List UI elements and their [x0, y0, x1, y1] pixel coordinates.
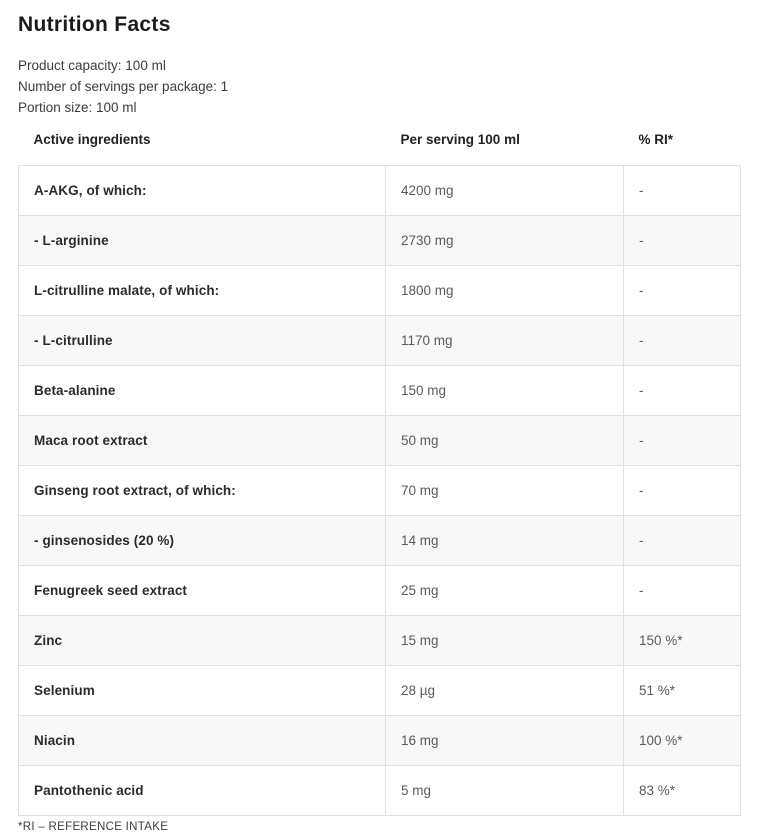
per-serving-cell: 5 mg: [386, 766, 624, 816]
ri-cell: -: [624, 216, 741, 266]
table-row: [19, 666, 741, 716]
table-row: [19, 616, 741, 666]
ingredient-cell: Selenium: [19, 666, 386, 716]
ingredient-cell: Maca root extract: [19, 416, 386, 466]
table-row: [19, 266, 741, 316]
per-serving-cell: 70 mg: [386, 466, 624, 516]
table-row: [19, 516, 741, 566]
ri-cell: -: [624, 166, 741, 216]
ri-cell: 150 %*: [624, 616, 741, 666]
ingredient-cell: - L-citrulline: [19, 316, 386, 366]
product-capacity-line: Product capacity: 100 ml: [18, 58, 166, 73]
ri-cell: -: [624, 466, 741, 516]
ri-cell: -: [624, 566, 741, 616]
ri-cell: -: [624, 516, 741, 566]
per-serving-cell: 50 mg: [386, 416, 624, 466]
per-serving-cell: 150 mg: [386, 366, 624, 416]
per-serving-cell: 4200 mg: [386, 166, 624, 216]
per-serving-cell: 2730 mg: [386, 216, 624, 266]
ingredient-cell: Ginseng root extract, of which:: [19, 466, 386, 516]
table-body: [19, 166, 741, 816]
table-row: [19, 766, 741, 816]
ri-cell: -: [624, 416, 741, 466]
ingredient-cell: A-AKG, of which:: [19, 166, 386, 216]
portion-size-line: Portion size: 100 ml: [18, 100, 137, 115]
page-title: Nutrition Facts: [18, 13, 171, 36]
per-serving-cell: 1800 mg: [386, 266, 624, 316]
per-serving-cell: 15 mg: [386, 616, 624, 666]
ri-cell: -: [624, 366, 741, 416]
ingredient-cell: Pantothenic acid: [19, 766, 386, 816]
table-header-row: [19, 118, 741, 166]
column-header-active-ingredients: Active ingredients: [33, 132, 151, 147]
ri-cell: 51 %*: [624, 666, 741, 716]
table-row: [19, 216, 741, 266]
column-header-per-serving: Per serving 100 ml: [400, 132, 520, 147]
table-row: [19, 566, 741, 616]
per-serving-cell: 25 mg: [386, 566, 624, 616]
table-row: [19, 166, 741, 216]
ingredient-cell: Beta-alanine: [19, 366, 386, 416]
table-row: [19, 416, 741, 466]
per-serving-cell: 16 mg: [386, 716, 624, 766]
column-header-ri: % RI*: [638, 132, 674, 147]
product-info-block: [18, 55, 740, 118]
ingredient-cell: L-citrulline malate, of which:: [19, 266, 386, 316]
table-row: [19, 716, 741, 766]
per-serving-cell: 14 mg: [386, 516, 624, 566]
ingredient-cell: - ginsenosides (20 %): [19, 516, 386, 566]
table-header: [19, 118, 741, 166]
per-serving-cell: 1170 mg: [386, 316, 624, 366]
servings-per-package-line: Number of servings per package: 1: [18, 79, 229, 94]
ri-cell: 100 %*: [624, 716, 741, 766]
ingredient-cell: Zinc: [19, 616, 386, 666]
per-serving-cell: 28 µg: [386, 666, 624, 716]
nutrition-table: [18, 118, 741, 816]
ingredient-cell: Niacin: [19, 716, 386, 766]
ri-cell: -: [624, 316, 741, 366]
table-row: [19, 366, 741, 416]
ri-cell: -: [624, 266, 741, 316]
reference-intake-footnote: *RI – REFERENCE INTAKE: [18, 821, 169, 833]
ri-cell: 83 %*: [624, 766, 741, 816]
ingredient-cell: - L-arginine: [19, 216, 386, 266]
table-row: [19, 316, 741, 366]
table-row: [19, 466, 741, 516]
ingredient-cell: Fenugreek seed extract: [19, 566, 386, 616]
